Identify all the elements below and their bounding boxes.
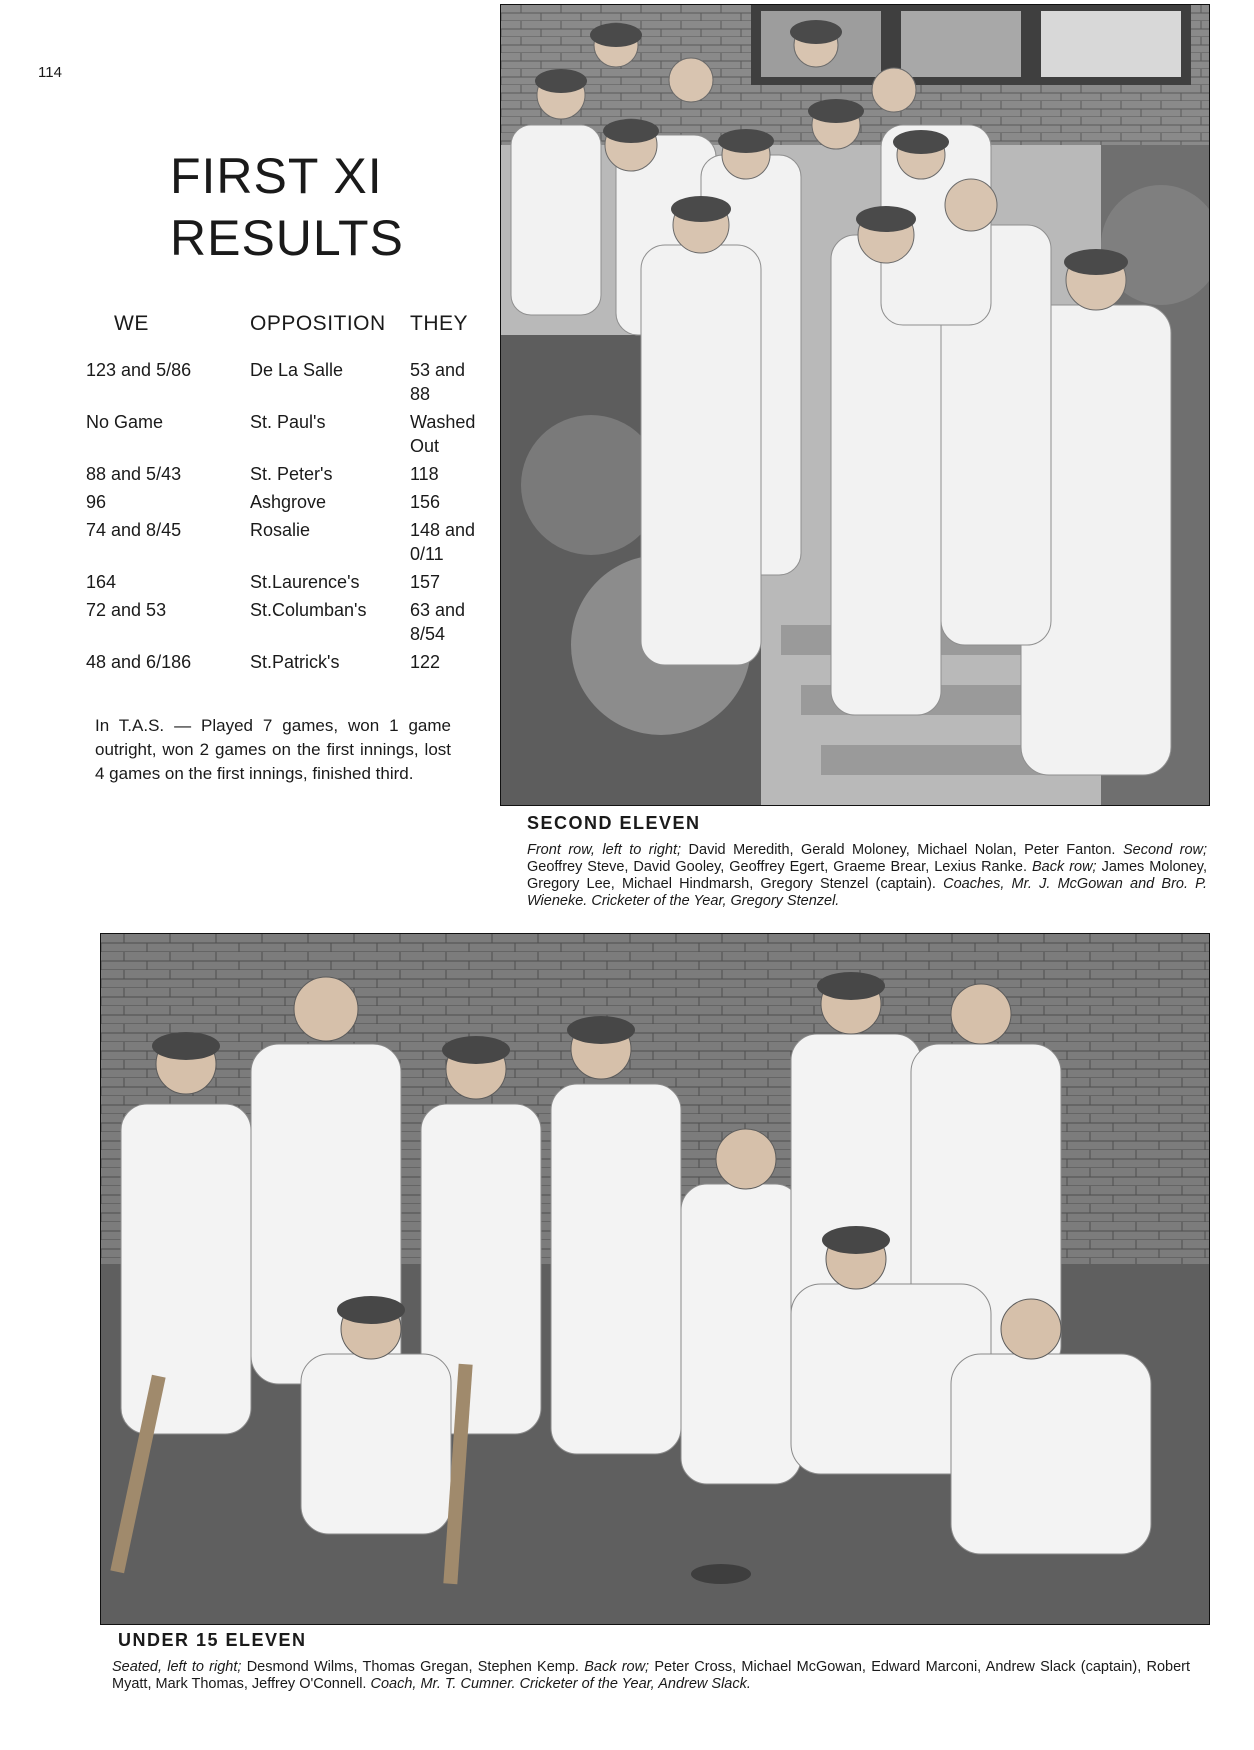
cricketer-of-year: Cricketer of the Year, Andrew Slack. (519, 1676, 751, 1692)
season-summary: In T.A.S. — Played 7 games, won 1 game outright, won 2 games on the first innings, lost 4 games on the first innings, finished third. (95, 716, 451, 783)
under15-eleven-photo-graphic (101, 934, 1209, 1624)
cell-they: 118 (410, 464, 439, 484)
table-row (86, 410, 500, 462)
cell-opposition: St.Laurence's (250, 572, 360, 592)
cell-we: 72 and 53 (86, 600, 167, 620)
back-row-names: James Moloney, Gregory Lee, Michael Hindmarsh, Gregory Stenzel (captain). (527, 859, 1207, 892)
second-eleven-caption (527, 842, 1207, 910)
title-line-1: FIRST XI (170, 148, 383, 204)
cell-we: No Game (86, 412, 164, 432)
table-row (86, 462, 500, 490)
table-row (86, 598, 500, 650)
cell-they: 156 (410, 492, 441, 512)
second-eleven-photo (500, 4, 1210, 806)
page-number: 114 (38, 64, 62, 81)
back-row-label: Back row; (584, 1659, 650, 1675)
cell-opposition: St. Peter's (250, 464, 333, 484)
header-they: THEY (410, 312, 469, 335)
page-title (170, 145, 470, 269)
back-row-label: Back row; (1032, 859, 1097, 875)
cell-they: 53 and 88 (410, 360, 496, 404)
under15-eleven-caption (112, 1659, 1190, 1693)
header-opposition: OPPOSITION (250, 312, 386, 335)
seated-names: Desmond Wilms, Thomas Gregan, Stephen Kemp. (246, 1659, 579, 1675)
cell-opposition: Rosalie (250, 520, 311, 540)
cell-they: 63 and 8/54 (410, 600, 466, 644)
cell-we: 123 and 5/86 (86, 360, 192, 380)
back-row-names: Peter Cross, Michael McGowan, Edward Marconi, Andrew Slack (captain), Robert Myatt, Mark Thomas, Jeffrey O'Connell. (112, 1659, 1191, 1692)
header-we: WE (114, 312, 149, 335)
results-table (86, 312, 500, 678)
table-row (86, 358, 500, 410)
under15-eleven-photo (100, 933, 1210, 1625)
cell-opposition: De La Salle (250, 360, 344, 380)
cell-we: 164 (86, 572, 117, 592)
front-row-label: Front row, left to right; (527, 842, 682, 858)
seated-label: Seated, left to right; (112, 1659, 242, 1675)
table-row (86, 650, 500, 678)
front-row-names: David Meredith, Gerald Moloney, Michael Nolan, Peter Fanton. (688, 842, 1116, 858)
results-header-row (86, 312, 500, 358)
cell-opposition: St.Patrick's (250, 652, 340, 672)
under15-eleven-heading: UNDER 15 ELEVEN (118, 1630, 307, 1650)
table-row (86, 518, 500, 570)
second-eleven-photo-graphic (501, 5, 1209, 805)
cell-we: 74 and 8/45 (86, 520, 182, 540)
cell-opposition: St.Columban's (250, 600, 367, 620)
cell-they: Washed Out (410, 412, 476, 456)
second-row-label: Second row; (1122, 842, 1208, 858)
cell-opposition: St. Paul's (250, 412, 326, 432)
table-row (86, 570, 500, 598)
second-row-names: Geoffrey Steve, David Gooley, Geoffrey Egert, Graeme Brear, Lexius Ranke. (527, 859, 1028, 875)
cell-they: 157 (410, 572, 441, 592)
cell-we: 96 (86, 492, 107, 512)
cell-they: 122 (410, 652, 441, 672)
cell-they: 148 and 0/11 (410, 520, 476, 564)
second-eleven-heading: SECOND ELEVEN (527, 813, 701, 833)
table-row (86, 490, 500, 518)
coach-label: Coach, Mr. T. Cumner. (370, 1676, 516, 1692)
cricketer-of-year: Cricketer of the Year, Gregory Stenzel. (591, 893, 840, 909)
cell-we: 48 and 6/186 (86, 652, 192, 672)
coaches-label: Coaches, Mr. J. McGowan and Bro. P. Wieneke. (527, 876, 1207, 909)
cell-we: 88 and 5/43 (86, 464, 182, 484)
title-line-2: RESULTS (170, 210, 404, 266)
cell-opposition: Ashgrove (250, 492, 327, 512)
